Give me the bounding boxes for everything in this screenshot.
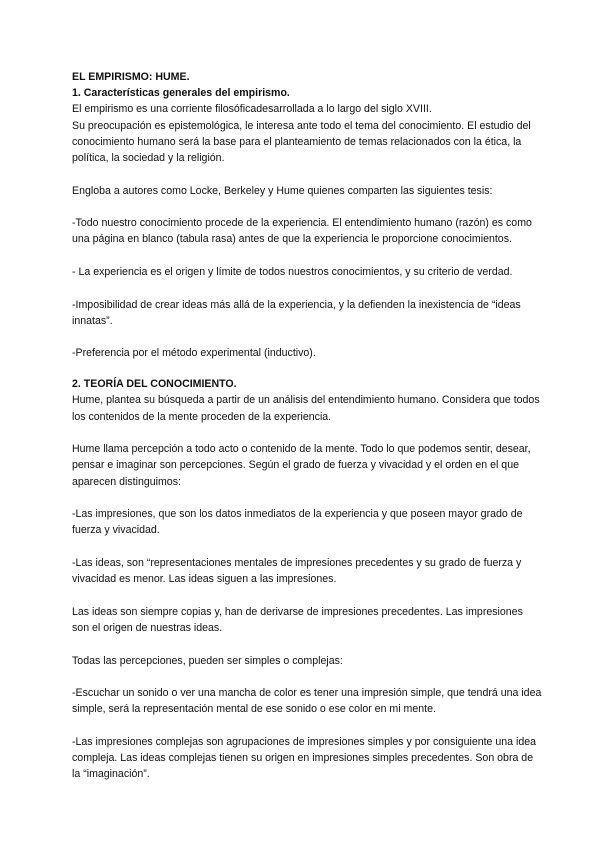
thesis-2: - La experiencia es el origen y límite de todos nuestros conocimientos, y su criterio de verdad. xyxy=(72,266,513,278)
thesis-4: -Preferencia por el método experimental (inductivo). xyxy=(72,347,316,360)
section-2-impressions: -Las impresiones, que son los datos inmediatos de la experiencia y que poseen mayor grado de fuerza y vivacidad. xyxy=(72,508,523,537)
thesis-1: -Todo nuestro conocimiento procede de la experiencia. El entendimiento humano (razón) es como una página en blanco (tabula rasa) antes de que la experiencia le proporcione conocimientos. xyxy=(72,217,532,246)
document-title: EL EMPIRISMO: HUME. xyxy=(72,71,190,83)
thesis-3: -Imposibilidad de crear ideas más allá de la experiencia, y la defienden la inexistencia de “ideas innatas”. xyxy=(72,298,521,327)
section-2-heading: 2. TEORÍA DEL CONOCIMIENTO. xyxy=(72,378,237,391)
section-2-simple-complex: Todas las percepciones, pueden ser simples o complejas: xyxy=(72,654,343,667)
section-2-complex-example: -Las impresiones complejas son agrupaciones de impresiones simples y por consiguiente una idea compleja. Las ideas complejas tienen su origen en impresiones simples precedentes. Son obra de la “imaginación”. xyxy=(72,735,537,781)
section-1-intro-line-2: Su preocupación es epistemológica, le interesa ante todo el tema del conocimiento. El estudio del conocimiento humano será la base para el planteamiento de temas relacionados con la ética, la política, la sociedad y la religión. xyxy=(72,119,531,165)
section-1-intro-line-1: El empirismo es una corriente filosóficadesarrollada a lo largo del siglo XVIII. xyxy=(72,103,432,116)
section-2-copies: Las ideas son siempre copias y, han de derivarse de impresiones precedentes. Las impresiones son el origen de nuestras ideas. xyxy=(72,605,523,634)
section-1-authors: Engloba a autores como Locke, Berkeley y Hume quienes comparten las siguientes tesis: xyxy=(72,184,493,197)
document-page xyxy=(72,69,542,783)
section-1-heading: 1. Características generales del empirismo. xyxy=(72,87,290,100)
section-2-perception: Hume llama percepción a todo acto o contenido de la mente. Todo lo que podemos sentir, desear, pensar e imaginar son percepciones. Según el grado de fuerza y vivacidad y el orden en el que aparecen distinguimos: xyxy=(72,443,531,488)
section-2-ideas: -Las ideas, son “representaciones mentales de impresiones precedentes y su grado de fuerza y vivacidad es menor. Las ideas siguen a las impresiones. xyxy=(72,556,522,586)
section-2-simple-example: -Escuchar un sonido o ver una mancha de color es tener una impresión simple, que tendrá una idea simple, será la representación mental de ese sonido o ese color en mi mente. xyxy=(72,687,542,716)
section-2-intro: Hume, plantea su búsqueda a partir de un análisis del entendimiento humano. Considera que todos los contenidos de la mente proceden de la experiencia. xyxy=(72,394,540,423)
